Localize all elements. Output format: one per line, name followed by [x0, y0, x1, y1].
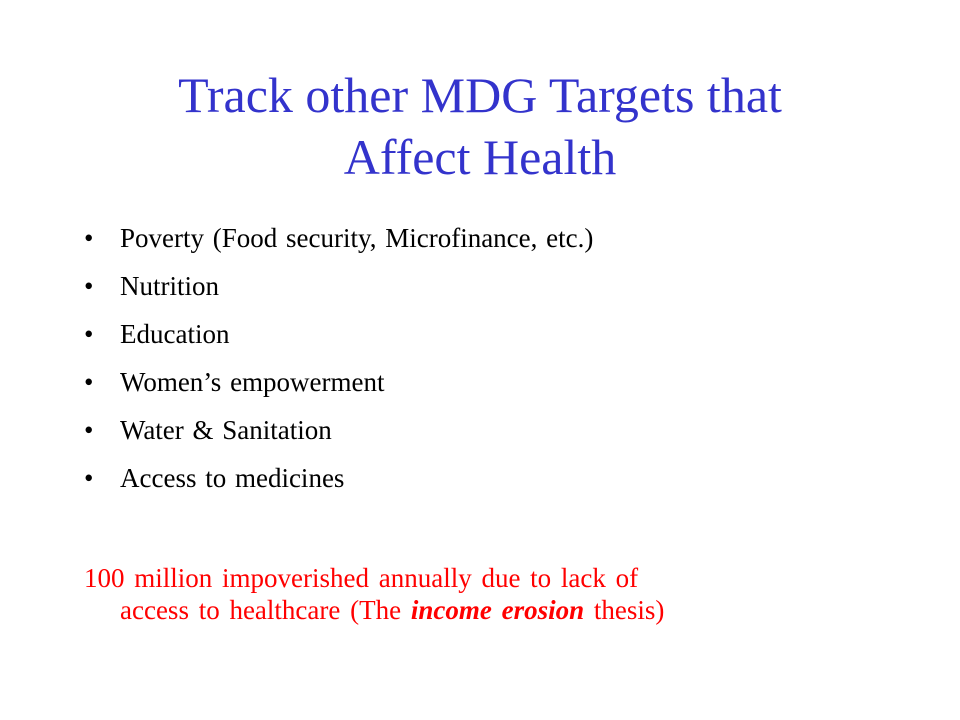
- bullet-dot-icon: •: [84, 223, 94, 253]
- bullet-item-poverty: [84, 214, 593, 262]
- bullet-item-water-sanitation: [84, 406, 593, 454]
- bullet-item-womens-empowerment: [84, 358, 593, 406]
- impoverishment-note: [84, 562, 884, 626]
- bullet-item-access-medicines: [84, 454, 593, 502]
- note-line-1: 100 million impoverished annually due to lack of: [84, 563, 639, 593]
- bullet-item-education: [84, 310, 593, 358]
- bullet-text: Poverty (Food security, Microfinance, etc.): [120, 223, 594, 253]
- bullet-dot-icon: •: [84, 463, 94, 493]
- note-line-2-start: access to healthcare (The: [120, 595, 411, 625]
- slide-title-line-1: Track other MDG Targets that: [178, 67, 782, 123]
- bullet-list: [84, 214, 593, 502]
- bullet-text: Nutrition: [120, 271, 219, 301]
- bullet-dot-icon: •: [84, 415, 94, 445]
- note-line-2: [84, 594, 884, 626]
- bullet-dot-icon: •: [84, 271, 94, 301]
- bullet-dot-icon: •: [84, 319, 94, 349]
- bullet-text: Women’s empowerment: [120, 367, 385, 397]
- bullet-text: Access to medicines: [120, 463, 345, 493]
- slide-title: [0, 64, 960, 188]
- bullet-text: Water & Sanitation: [120, 415, 332, 445]
- bullet-item-nutrition: [84, 262, 593, 310]
- bullet-text: Education: [120, 319, 230, 349]
- note-emphasis: income erosion: [410, 595, 585, 625]
- note-line-2-end: thesis): [584, 595, 665, 625]
- bullet-dot-icon: •: [84, 367, 94, 397]
- slide-title-line-2: Affect Health: [343, 129, 617, 185]
